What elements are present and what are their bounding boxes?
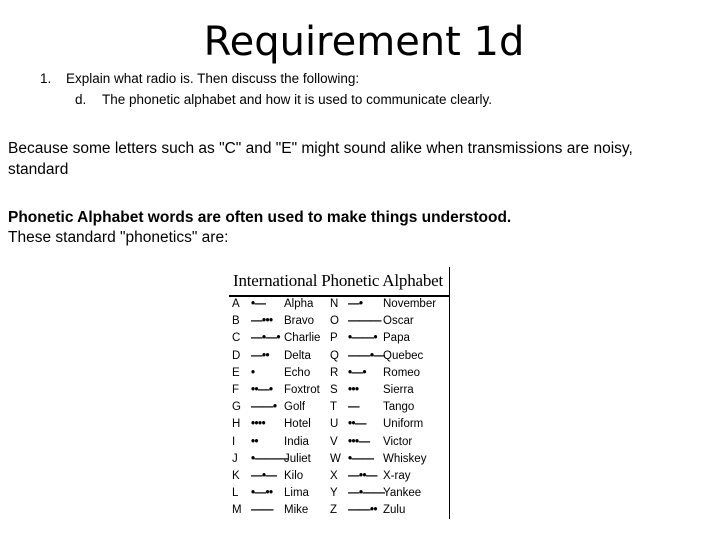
table-cell-letter: K [232, 469, 240, 482]
table-cell-morse: —••— [348, 469, 378, 482]
outline-item-d-letter: d. [75, 92, 87, 107]
table-cell-letter: R [330, 366, 339, 379]
table-cell-letter: S [330, 383, 338, 396]
table-cell-morse: —••• [251, 315, 273, 328]
table-cell-morse: ——• [251, 401, 277, 414]
table-cell-morse: ——•— [348, 349, 385, 362]
table-row [229, 348, 450, 365]
table-cell-word: Whiskey [383, 452, 427, 465]
table-cell-word: Uniform [383, 418, 424, 431]
table-row [229, 382, 450, 399]
table-cell-word: Oscar [383, 315, 414, 328]
table-cell-letter: T [330, 401, 338, 414]
table-cell-morse: •—— [348, 452, 374, 465]
table-cell-letter: G [232, 401, 241, 414]
table-cell-word: Delta [284, 349, 311, 362]
outline-item-d [75, 92, 492, 107]
slide-title: Requirement 1d [203, 19, 525, 65]
table-cell-word: Alpha [284, 298, 314, 310]
table-cell-morse: •—•• [251, 487, 273, 500]
table-cell-word: Mike [284, 504, 309, 517]
phonetic-table-title: International Phonetic Alphabet [233, 271, 444, 290]
table-cell-word: Foxtrot [284, 383, 320, 396]
table-cell-word: Golf [284, 401, 306, 414]
table-cell-letter: A [232, 298, 240, 310]
table-cell-letter: H [232, 418, 241, 431]
table-cell-letter: N [330, 298, 339, 310]
table-cell-word: Romeo [383, 366, 421, 379]
table-cell-morse: ••—• [251, 383, 273, 396]
table-row [229, 468, 450, 485]
table-row [229, 330, 450, 347]
paragraph-line-4: These standard "phonetics" are: [8, 229, 229, 246]
phonetic-table-rows [229, 296, 450, 519]
table-cell-morse: ——•• [348, 504, 378, 517]
outline-item-1 [40, 71, 359, 86]
table-row [229, 296, 450, 313]
table-cell-word: Charlie [284, 332, 321, 345]
paragraph-line-1: Because some letters such as "C" and "E" might sound alike when transmissions are noisy, [8, 140, 633, 157]
table-cell-morse: —— [251, 504, 273, 517]
table-cell-letter: J [232, 452, 238, 465]
paragraph-line-2: standard [8, 161, 69, 178]
table-cell-morse: ••• [348, 383, 359, 396]
table-cell-letter: Q [330, 349, 339, 362]
table-cell-morse: —•—— [348, 487, 385, 500]
table-row [229, 451, 450, 468]
table-cell-letter: F [232, 383, 240, 396]
table-cell-letter: L [232, 487, 239, 500]
table-cell-letter: X [330, 469, 338, 482]
outline-item-d-text: The phonetic alphabet and how it is used to communicate clearly. [102, 92, 492, 107]
table-cell-word: Bravo [284, 315, 315, 328]
table-cell-letter: M [232, 504, 242, 517]
table-cell-letter: B [232, 315, 240, 328]
outline-item-1-text: Explain what radio is. Then discuss the following: [66, 71, 360, 86]
table-row [229, 485, 450, 502]
table-row [229, 313, 450, 330]
table-cell-word: Papa [383, 332, 410, 345]
table-cell-morse: ——— [348, 315, 381, 328]
table-cell-letter: E [232, 366, 240, 379]
table-cell-letter: P [330, 332, 338, 345]
table-row [229, 434, 450, 451]
table-cell-letter: W [330, 452, 341, 465]
table-cell-word: Lima [284, 487, 309, 500]
table-cell-word: X-ray [383, 469, 411, 482]
table-cell-word: Tango [383, 401, 415, 414]
table-cell-morse: —•• [251, 349, 270, 362]
table-cell-letter: O [330, 315, 339, 328]
table-cell-letter: V [330, 435, 338, 448]
table-cell-word: Yankee [383, 487, 422, 500]
table-cell-letter: C [232, 332, 241, 345]
paragraph-bold-line: Phonetic Alphabet words are often used to make things understood. [8, 209, 512, 226]
table-cell-morse: •——— [251, 452, 288, 465]
table-cell-morse: —•— [251, 469, 277, 482]
table-cell-letter: Y [330, 487, 338, 500]
table-cell-word: November [383, 298, 437, 310]
table-cell-morse: • [251, 366, 255, 379]
table-cell-word: Juliet [284, 452, 311, 465]
table-cell-morse: —•—• [251, 332, 281, 345]
table-cell-morse: •• [251, 435, 259, 448]
table-cell-word: Sierra [383, 383, 414, 396]
table-cell-word: Kilo [284, 469, 304, 482]
table-cell-word: Echo [284, 366, 311, 379]
table-cell-morse: —• [348, 298, 363, 310]
table-cell-morse: •••— [348, 435, 370, 448]
table-cell-morse: •— [251, 298, 266, 310]
table-cell-word: India [284, 435, 309, 448]
table-cell-morse: •••• [251, 418, 266, 431]
table-row [229, 502, 450, 519]
table-row [229, 416, 450, 433]
table-cell-morse: — [348, 401, 359, 414]
table-cell-word: Victor [383, 435, 413, 448]
table-cell-morse: •—• [348, 366, 367, 379]
table-cell-word: Hotel [284, 418, 311, 431]
table-cell-word: Zulu [383, 504, 406, 517]
table-cell-morse: •——• [348, 332, 378, 345]
table-row [229, 365, 450, 382]
table-cell-letter: I [232, 435, 236, 448]
table-row [229, 399, 450, 416]
outline-item-1-number: 1. [40, 71, 52, 86]
table-cell-morse: ••— [348, 418, 367, 431]
table-cell-letter: D [232, 349, 241, 362]
table-cell-letter: Z [330, 504, 338, 517]
table-cell-word: Quebec [383, 349, 424, 362]
table-cell-letter: U [330, 418, 339, 431]
